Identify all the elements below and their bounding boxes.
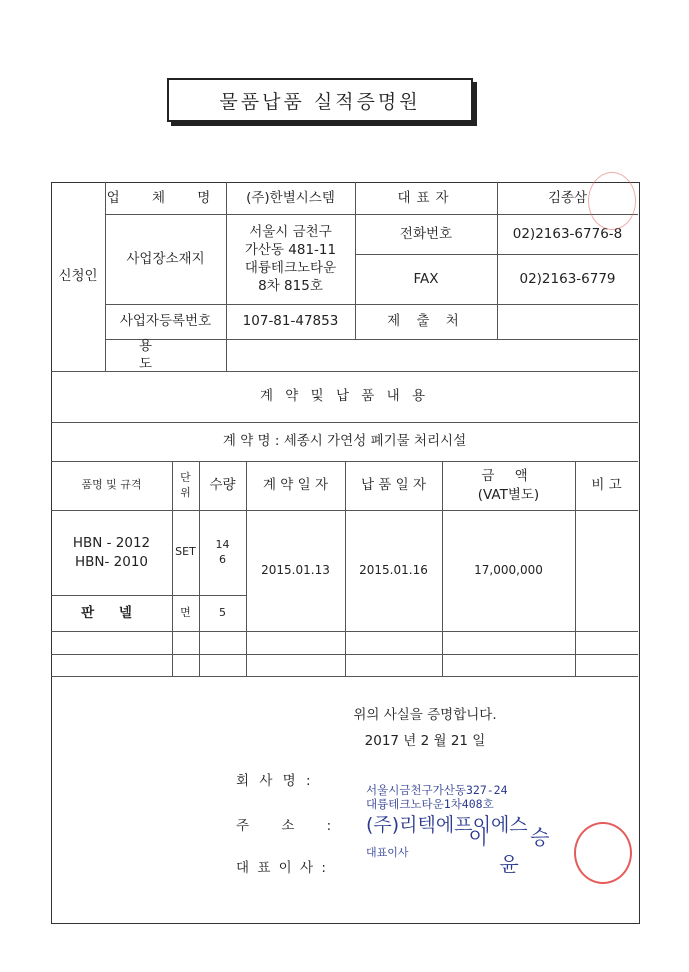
product-spec: HBN - 2012 — [72, 535, 151, 552]
stamp-company-name: (주)리텍에프이에스 — [366, 814, 528, 837]
row2-unit: 면 — [180, 605, 191, 619]
row2-product: 판 넬 — [81, 604, 142, 621]
divider — [345, 631, 346, 676]
ceo-value: 김종삼 — [547, 189, 588, 206]
stamp-address-line2: 대륭테크노타운1차408호 — [366, 797, 494, 812]
address-line: 대륭테크노타운 — [244, 260, 337, 276]
purpose-label: 용 도 — [138, 337, 193, 372]
certification-date: 2017 년 2 월 21 일 — [364, 732, 486, 749]
ceo-label-cert: 대 표 이 사 : — [236, 859, 328, 876]
col-header-unit: 단위 — [180, 470, 191, 499]
col-header-product: 품명 및 규격 — [81, 478, 142, 492]
stamp-address-line1: 서울시금천구가산동327-24 — [366, 783, 508, 798]
submit-value — [497, 304, 638, 339]
amount-header-line2: (VAT별도) — [477, 486, 540, 503]
product-spec: HBN- 2010 — [74, 553, 149, 570]
applicant-section-label: 신청인 — [58, 268, 98, 285]
address-line: 서울시 금천구 — [249, 223, 332, 240]
address-line: 가산동 481-11 — [244, 241, 337, 258]
fax-value: 02)2163-6779 — [519, 270, 616, 287]
stamp-ceo-name: 이 승 윤 — [468, 825, 568, 876]
row1-delivery-date: 2015.01.16 — [359, 563, 428, 578]
row2-qty: 5 — [219, 605, 226, 619]
row1-qty — [199, 510, 246, 595]
col-header-contract-date: 계 약 일 자 — [262, 477, 329, 494]
col-header-delivery-date: 납 품 일 자 — [360, 477, 427, 494]
company-name-label: 회 사 명 : — [236, 772, 314, 789]
certification-statement: 위의 사실을 증명합니다. — [353, 706, 497, 723]
address-label: 사업장소재지 — [126, 250, 205, 267]
address-line: 8차 815호 — [258, 278, 323, 295]
divider — [51, 676, 638, 677]
col-header-remarks: 비 고 — [591, 477, 622, 494]
document-title: 물품납품 실적증명원 — [167, 78, 473, 122]
col-header-amount — [442, 461, 575, 510]
col-header-qty: 수량 — [209, 477, 236, 494]
row1-amount: 17,000,000 — [474, 563, 543, 578]
official-seal-stamp — [574, 822, 632, 884]
phone-value: 02)2163-6776-8 — [512, 225, 623, 242]
contract-section-heading: 계 약 및 납 품 내 용 — [259, 388, 430, 405]
row1-unit: SET — [175, 545, 196, 559]
address-value — [226, 214, 355, 304]
row1-contract-date: 2015.01.13 — [261, 563, 330, 578]
amount-header-line1: 금 액 — [481, 468, 536, 485]
faded-seal-stamp — [588, 172, 636, 230]
fax-label: FAX — [413, 270, 439, 287]
bizno-value: 107-81-47853 — [242, 313, 339, 330]
company-value: (주)한별시스템 — [246, 189, 335, 206]
submit-label: 제 출 처 — [387, 313, 465, 330]
qty-value: 6 — [219, 552, 226, 566]
address-label-cert: 주 소 : — [236, 817, 346, 834]
qty-value: 14 — [215, 537, 230, 551]
ceo-label: 대표자 — [397, 189, 455, 206]
phone-label: 전화번호 — [399, 225, 453, 242]
bizno-label: 사업자등록번호 — [119, 313, 212, 330]
row1-product — [51, 510, 172, 595]
stamp-ceo-title: 대표이사 — [366, 845, 409, 859]
company-label: 업 체 명 — [106, 189, 225, 206]
contract-name: 계 약 명 : 세종시 가연성 폐기물 처리시설 — [222, 433, 467, 450]
purpose-value — [226, 339, 638, 371]
